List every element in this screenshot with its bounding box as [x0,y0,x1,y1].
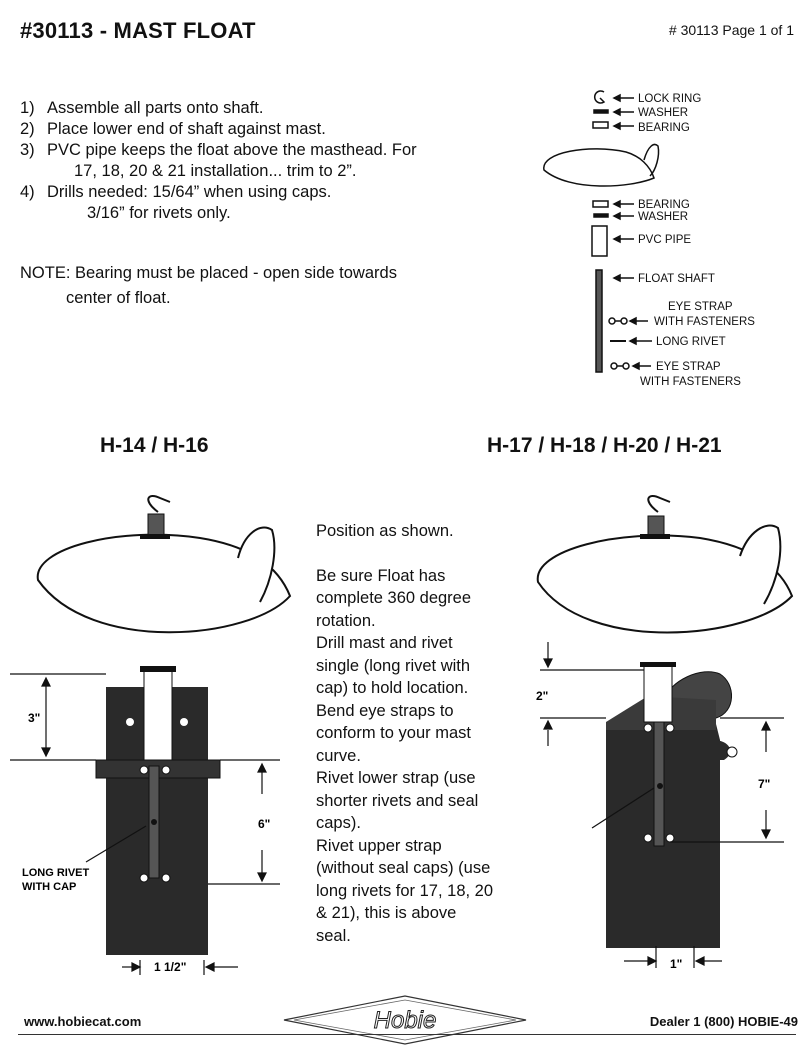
pvc-pipe-icon [592,226,607,256]
footer-divider [18,1034,796,1035]
bearing-icon [593,122,608,128]
step-number: 4) [20,183,35,201]
eye-strap-fastener-icon [611,363,617,369]
instruction-line: Bend eye straps to [316,701,454,720]
instruction-line: Drill mast and rivet [316,634,453,652]
callout-with-cap: WITH CAP [22,881,77,893]
label-washer: WASHER [638,211,689,223]
instruction-line: cap) to hold location. [316,679,469,697]
step-item [20,119,417,140]
instruction-line: (without seal caps) (use [316,859,491,877]
instruction-line: & 21), this is above [316,904,457,922]
eye-strap-fastener-icon [609,318,615,324]
label-lock-ring: LOCK RING [638,93,702,105]
instruction-line: Rivet upper strap [316,836,442,855]
step-number: 2) [20,120,35,138]
parts-exploded-diagram [530,80,800,400]
dimension-label-2in: 2" [536,689,549,703]
dimension-label-7in: 7" [758,777,771,791]
installation-instructions [316,520,516,947]
instruction-line: single (long rivet with [316,656,471,675]
instruction-line: rotation. [316,611,376,630]
step-number: 1) [20,99,35,117]
page-number: # 30113 Page 1 of 1 [668,22,794,38]
lock-ring-icon [648,496,670,512]
website-link[interactable]: www.hobiecat.com [24,1014,142,1029]
dimension-label-width: 1" [670,957,683,971]
pvc-pipe [644,666,672,722]
label-washer: WASHER [638,107,689,119]
step-text-cont: 17, 18, 20 & 21 installation... trim to 2”. [74,162,357,180]
label-with-fasteners: WITH FASTENERS [640,376,741,388]
hobie-logo-text: Hobie [373,1007,437,1034]
instruction-line: curve. [316,746,361,765]
dimension-label-3in: 3" [28,711,41,725]
step-item [20,140,417,182]
step-text: PVC pipe keeps the float above the masthead. For [47,141,417,159]
hobie-logo [280,990,530,1050]
step-text: Place lower end of shaft against mast. [47,120,326,138]
bearing-note [20,261,397,311]
lock-ring-icon [595,91,604,103]
dimension-label-6in: 6" [258,817,271,831]
washer-icon [594,214,608,217]
label-with-fasteners: WITH FASTENERS [654,316,755,328]
note-line-2: center of float. [66,289,171,307]
instruction-line: conform to your mast [316,724,471,742]
note-line-1: NOTE: Bearing must be placed - open side towards [20,264,397,282]
callout-long-rivet: LONG RIVET [22,867,90,879]
label-eye-strap: EYE STRAP [656,361,721,373]
left-diagram-heading: H-14 / H-16 [100,434,209,457]
pvc-pipe [144,670,172,760]
step-number: 3) [20,141,35,159]
float-shaft-icon [596,270,602,372]
step-text-cont: 3/16” for rivets only. [87,204,231,222]
bearing-icon [593,201,608,207]
label-eye-strap: EYE STRAP [668,301,733,313]
dimension-label-width: 1 1/2" [154,960,187,974]
label-bearing: BEARING [638,122,690,134]
instruction-line: Rivet lower strap (use [316,769,476,787]
lock-ring-icon [148,496,170,512]
washer-icon [594,110,608,113]
right-diagram-heading: H-17 / H-18 / H-20 / H-21 [487,434,722,457]
page-title: #30113 - MAST FLOAT [20,18,256,43]
h14-h16-diagram [10,490,310,980]
instruction-line: complete 360 degree [316,589,472,607]
step-text: Drills needed: 15/64” when using caps. [47,183,332,201]
instruction-line: seal. [316,926,351,945]
instruction-line: Be sure Float has [316,566,446,585]
instruction-line: long rivets for 17, 18, 20 [316,881,494,900]
float-body [544,149,654,186]
label-float-shaft: FLOAT SHAFT [638,273,715,285]
step-text: Assemble all parts onto shaft. [47,99,264,117]
dealer-phone: Dealer 1 (800) HOBIE-49 [649,1014,798,1029]
step-item [20,98,417,119]
label-long-rivet: LONG RIVET [656,336,726,348]
h17-h21-diagram [520,490,808,980]
instruction-line: caps). [316,814,361,832]
assembly-steps [20,98,417,224]
label-pvc-pipe: PVC PIPE [638,234,692,246]
instruction-line: shorter rivets and seal [316,791,479,810]
step-item [20,182,417,224]
label-bearing: BEARING [638,199,690,211]
instruction-line: Position as shown. [316,522,454,540]
